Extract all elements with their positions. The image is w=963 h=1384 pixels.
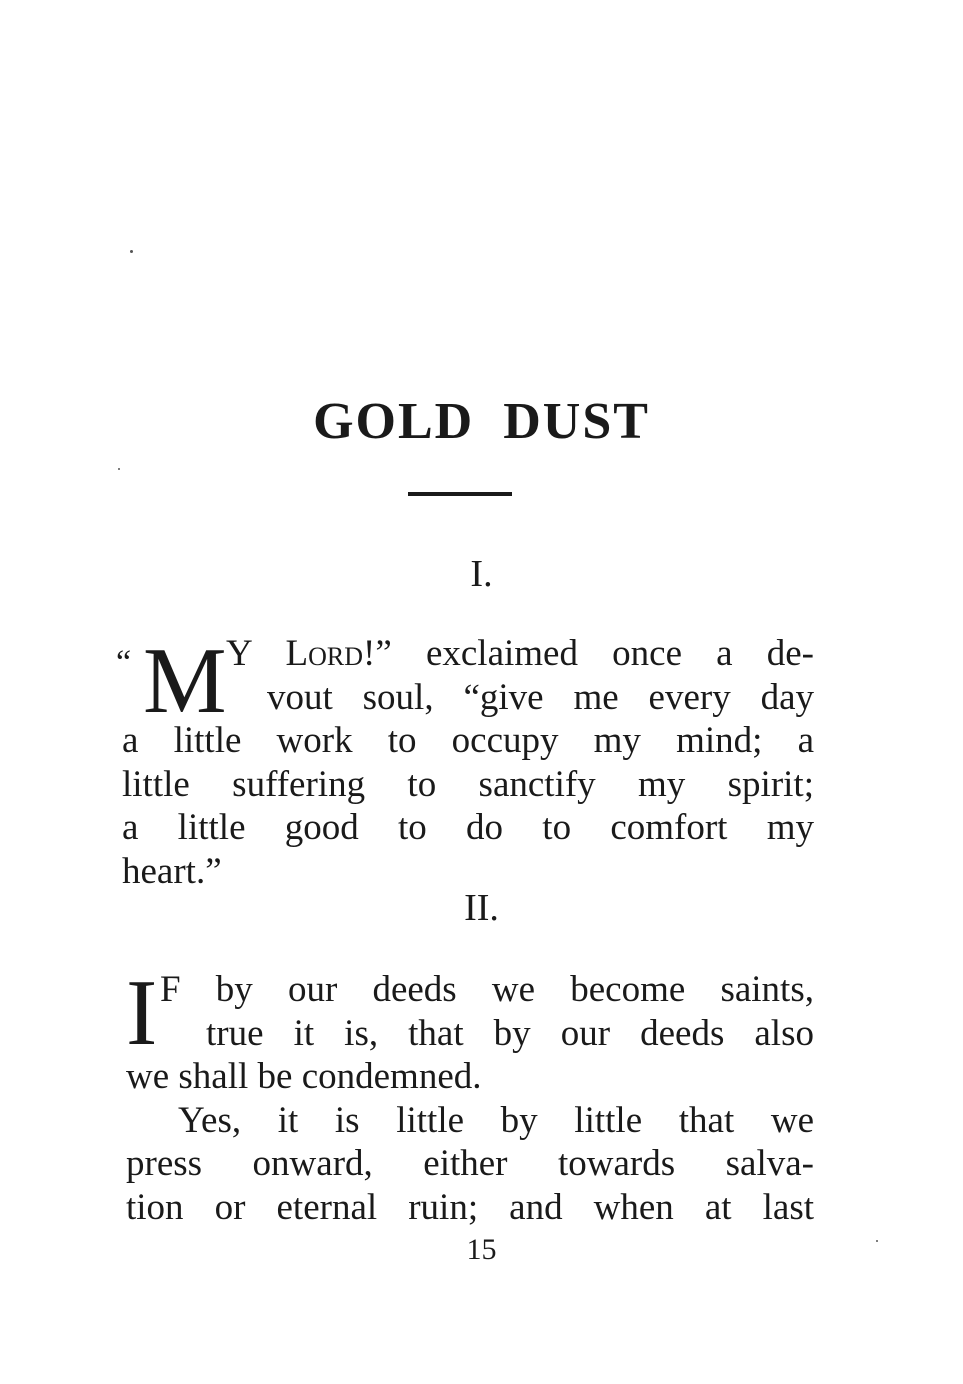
text-line: vout soul, “give me every day <box>267 676 814 718</box>
drop-cap-i: I <box>126 961 158 1065</box>
small-caps-word: Lord <box>285 633 364 674</box>
text-line: a little good to do to comfort my <box>122 807 814 848</box>
text-line: little suffering to sanctify my spirit; <box>122 763 814 805</box>
scan-speck <box>130 250 133 253</box>
text-line: press onward, either towards salva- <box>126 1143 814 1184</box>
opening-quote-mark: “ <box>116 644 132 681</box>
section-numeral-2: II. <box>464 887 499 929</box>
title-rule <box>408 492 512 496</box>
section-numeral-1: I. <box>470 553 493 595</box>
text-line: we shall be condemned. <box>126 1056 482 1097</box>
text-line: F by our deeds we become saints, <box>160 969 814 1010</box>
text-line: Yes, it is little by little that we <box>178 1099 814 1141</box>
page-title: GOLD DUST <box>313 393 650 450</box>
page-number: 15 <box>466 1233 497 1266</box>
section-2-paragraph <box>126 961 814 1229</box>
scan-speck <box>876 1240 878 1242</box>
drop-cap-m: M <box>143 629 227 733</box>
scan-speck <box>118 468 120 470</box>
text-line: true it is, that by our deeds also <box>206 1012 814 1054</box>
text-line: Y Lord!” exclaimed once a de- <box>226 633 814 674</box>
text-line: a little work to occupy my mind; a <box>122 720 814 761</box>
text-line: tion or eternal ruin; and when at last <box>126 1186 814 1228</box>
text-line: heart.” <box>122 850 222 892</box>
section-1-paragraph <box>122 629 814 893</box>
